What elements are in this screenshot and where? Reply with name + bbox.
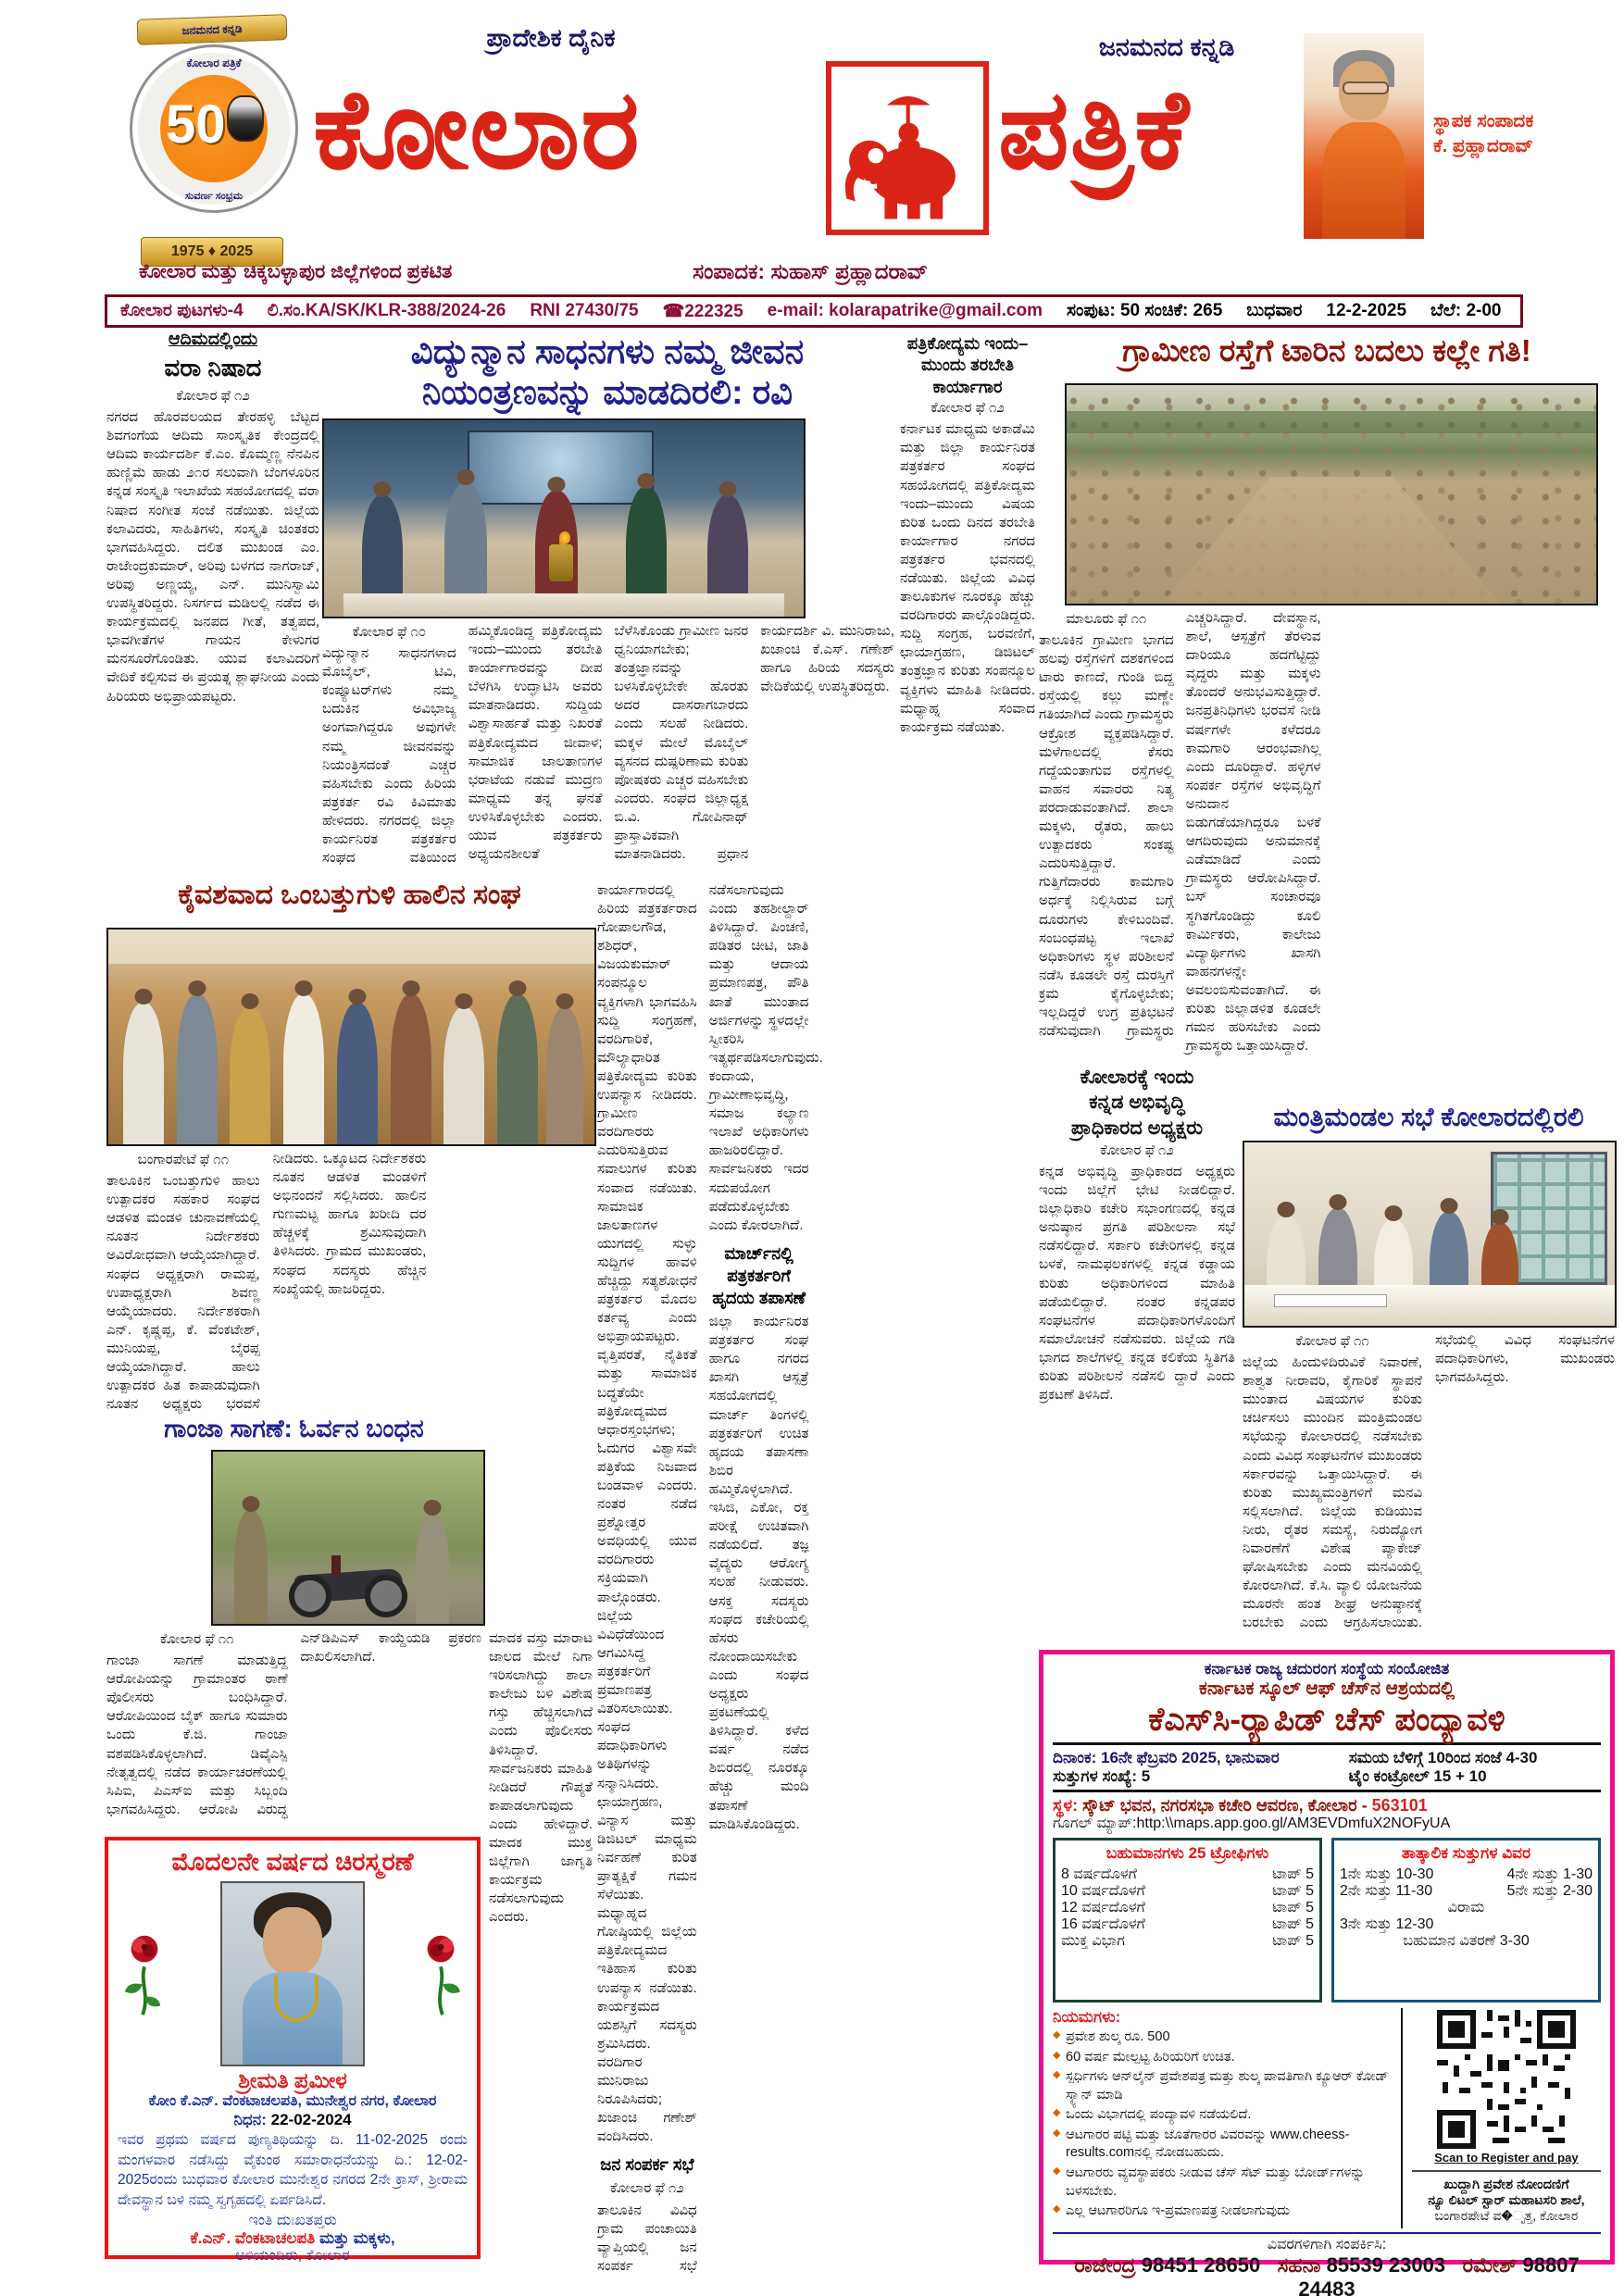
- register-line1: ಖುದ್ದಾಗಿ ಪ್ರವೇಶ ನೋಂದಣಿಗೆ: [1443, 2177, 1569, 2192]
- rose-icon: [414, 1929, 468, 2018]
- ad-schedule-title: ತಾತ್ಕಾಲಿಕ ಸುತ್ತುಗಳ ವಿವರ: [1401, 1844, 1531, 1862]
- masthead-title-word1: ಕೋಲಾರ: [313, 69, 641, 191]
- prize-val: ಟಾಪ್ 5: [1272, 1900, 1314, 1915]
- cabinet-dateline: ಕೋಲಾರ ಫೆ ೧೧: [1295, 1333, 1369, 1349]
- contact-phone: 98807 24483: [1298, 2253, 1580, 2296]
- founder-caption-line2: ಕೆ. ಪ್ರಹ್ಲಾದರಾವ್: [1433, 136, 1533, 156]
- logo-outer-ring: [130, 44, 298, 213]
- publication-line: ಕೋಲಾರ ಮತ್ತು ಚಿಕ್ಕಬಳ್ಳಾಪುರ ಜಿಲ್ಲೆಗಳಿಂದ ಪ್ರಕಟಿತ: [139, 261, 453, 282]
- road-body: [1039, 609, 1615, 1059]
- kada-headline-line2: ಕನ್ನಡ ಅಭಿವೃದ್ಧಿ: [1089, 1092, 1185, 1114]
- phone-number: ☎222325: [662, 301, 743, 321]
- ravi-continuation-text: ಕಾರ್ಯಾಗಾರದಲ್ಲಿ ಹಿರಿಯ ಪತ್ರಕರ್ತರಾದ ಗೋಪಾಲಗೌಡ, ಶಶಿಧರ್, ವಿಜಯಕುಮಾರ್ ಸಂಪನ್ಮೂಲ ವ್ಯಕ್ತಿಗಳಾಗಿ ಭಾಗವಹಿಸಿ ಸುದ್ದಿ ಸಂಗ್ರಹಣೆ, ವರದಿಗಾರಿಕೆ, ಮೌಲ್ಯಾಧಾರಿತ ಪತ್ರಿಕೋದ್ಯಮ ಕುರಿತು ಉಪನ್ಯಾಸ ನೀಡಿದರು. ಗ್ರಾಮೀಣ ವರದಿಗಾರರು ಎದುರಿಸುತ್ತಿರುವ ಸವಾಲುಗಳ ಕುರಿತು ಸಂವಾದ ನಡೆಯಿತು. ಸಾಮಾಜಿಕ ಜಾಲತಾಣಗಳ ಯುಗದಲ್ಲಿ ಸುಳ್ಳು ಸುದ್ದಿಗಳ ಹಾವಳಿ ಹೆಚ್ಚಿದ್ದು ಸತ್ಯಶೋಧನೆ ಪತ್ರಕರ್ತರ ಮೊದಲ ಕರ್ತವ್ಯ ಎಂದು ಅಭಿಪ್ರಾಯಪಟ್ಟರು. ವೃತ್ತಿಪರತೆ, ನೈತಿಕತೆ ಮತ್ತು ಸಾಮಾಜಿಕ ಬದ್ಧತೆಯೇ ಪತ್ರಿಕೋದ್ಯಮದ ಆಧಾರಸ್ತಂಭಗಳು; ಓದುಗರ ವಿಶ್ವಾಸವೇ ಪತ್ರಿಕೆಯ ನಿಜವಾದ ಬಂಡವಾಳ ಎಂದರು. ನಂತರ ನಡೆದ ಪ್ರಶ್ನೋತ್ತರ ಅವಧಿಯಲ್ಲಿ ಯುವ ವರದಿಗಾರರು ಸಕ್ರಿಯವಾಗಿ ಪಾಲ್ಗೊಂಡರು. ಜಿಲ್ಲೆಯ ವಿವಿಧೆಡೆಯಿಂದ ಆಗಮಿಸಿದ್ದ ಪತ್ರಕರ್ತರಿಗೆ ಪ್ರಮಾಣಪತ್ರ ವಿತರಿಸಲಾಯಿತು. ಸಂಘದ ಪದಾಧಿಕಾರಿಗಳು ಅತಿಥಿಗಳನ್ನು ಸನ್ಮಾನಿಸಿದರು. ಛಾಯಾಗ್ರಹಣ, ವಿನ್ಯಾಸ ಮತ್ತು ಡಿಜಿಟಲ್ ಮಾಧ್ಯಮ ನಿರ್ವಹಣೆ ಕುರಿತ ಪ್ರಾತ್ಯಕ್ಷಿಕೆ ಗಮನ ಸೆಳೆಯಿತು. ಮಧ್ಯಾಹ್ನದ ಗೋಷ್ಠಿಯಲ್ಲಿ ಜಿಲ್ಲೆಯ ಪತ್ರಿಕೋದ್ಯಮದ ಇತಿಹಾಸ ಕುರಿತು ಉಪನ್ಯಾಸ ನಡೆಯಿತು. ಕಾರ್ಯಕ್ರಮದ ಯಶಸ್ಸಿಗೆ ಸದಸ್ಯರು ಶ್ರಮಿಸಿದರು. ವರದಿಗಾರ ಮುನಿರಾಜು ನಿರೂಪಿಸಿದರು; ಖಜಾಂಚಿ ಗಣೇಶ್ ವಂದಿಸಿದರು.: [597, 882, 697, 2145]
- road-headline: ಗ್ರಾಮೀಣ ರಸ್ತೆಗೆ ಟಾರಿನ ಬದಲು ಕಲ್ಲೇ ಗತಿ!: [1122, 333, 1531, 368]
- rule-item: ◆ ಆಟಗಾರರ ಪಟ್ಟಿ ಮತ್ತು ಜೊತೆಗಾರರ ವಿವರವನ್ನು www.cheess-results.comನಲ್ಲಿ ನೋಡಬಹುದು.: [1053, 2127, 1393, 2163]
- adima-body: ನಗರದ ಹೊರವಲಯದ ತೇರಹಳ್ಳಿ ಬೆಟ್ಟದ ಶಿವಗಂಗೆಯ ಆದಿಮ ಸಾಂಸ್ಕೃತಿಕ ಕೇಂದ್ರದಲ್ಲಿ ಆದಿಮ ಕಾರ್ಯದರ್ಶಿ ಕೆ.ಎಂ. ಕೊಮ್ಮಣ್ಣ ನೆನಪಿನ ಹುಣ್ಣಿಮೆ ಹಾಡು ೨೧ರ ಸಲುವಾಗಿ ಬೆಂಗಳೂರಿನ ಕನ್ನಡ ಸಂಸ್ಕೃತಿ ಇಲಾಖೆಯ ಸಹಯೋಗದಲ್ಲಿ ವರಾ ನಿಷಾದ ಸಂಗೀತ ಸಂಜೆ ನಡೆಯಿತು. ಜಿಲ್ಲೆಯ ಕಲಾವಿದರು, ಸಾಹಿತಿಗಳು, ಸಂಸ್ಕೃತಿ ಚಿಂತಕರು ಭಾಗವಹಿಸಿದ್ದರು. ದಲಿತ ಮುಖಂಡ ಎಂ. ರಾಜೇಂದ್ರಕುಮಾರ್, ಅರಿವು ಬಳಗದ ನಾಗರಾಜ್, ಅರಿವು ಅಣ್ಣಯ್ಯ, ಎನ್. ಮುನಿಸ್ವಾಮಿ ಉಪಸ್ಥಿತರಿದ್ದರು. ನಿಸರ್ಗದ ಮಡಿಲಲ್ಲಿ ನಡೆದ ಈ ಕಾರ್ಯಕ್ರಮದಲ್ಲಿ ಜನಪದ ಗೀತೆ, ತತ್ವಪದ, ಭಾವಗೀತೆಗಳ ಗಾಯನ ಕೇಳುಗರ ಮನಸೂರೆಗೊಂಡಿತು. ಯುವ ಕಲಾವಿದರಿಗೆ ವೇದಿಕೆ ಕಲ್ಪಿಸುವ ಈ ಪ್ರಯತ್ನ ಶ್ಲಾಘನೀಯ ಎಂದು ಹಿರಿಯರು ಅಭಿಪ್ರಾಯಪಟ್ಟರು.: [106, 409, 319, 705]
- heart-checkup-body-text: ಜಿಲ್ಲಾ ಕಾರ್ಯನಿರತ ಪತ್ರಕರ್ತರ ಸಂಘ ಹಾಗೂ ನಗರದ ಖಾಸಗಿ ಆಸ್ಪತ್ರೆ ಸಹಯೋಗದಲ್ಲಿ ಮಾರ್ಚ್ ತಿಂಗಳಲ್ಲಿ ಪತ್ರಕರ್ತರಿಗೆ ಉಚಿತ ಹೃದಯ ತಪಾಸಣಾ ಶಿಬಿರ ಹಮ್ಮಿಕೊಳ್ಳಲಾಗಿದೆ. ಇಸಿಜಿ, ಎಕೋ, ರಕ್ತ ಪರೀಕ್ಷೆ ಉಚಿತವಾಗಿ ನಡೆಯಲಿದೆ. ತಜ್ಞ ವೈದ್ಯರು ಆರೋಗ್ಯ ಸಲಹೆ ನೀಡುವರು. ಆಸಕ್ತ ಸದಸ್ಯರು ಸಂಘದ ಕಚೇರಿಯಲ್ಲಿ ಹೆಸರು ನೋಂದಾಯಿಸಬೇಕು ಎಂದು ಸಂಘದ ಅಧ್ಯಕ್ಷರು ಪ್ರಕಟಣೆಯಲ್ಲಿ ತಿಳಿಸಿದ್ದಾರೆ. ಕಳೆದ ವರ್ಷ ನಡೆದ ಶಿಬಿರದಲ್ಲಿ ನೂರಕ್ಕೂ ಹೆಚ್ಚು ಮಂದಿ ತಪಾಸಣೆ ಮಾಡಿಸಿಕೊಂಡಿದ್ದರು.: [708, 1314, 809, 1832]
- masthead-title-word2: ಪತ್ರಿಕೆ: [998, 69, 1190, 191]
- ad-venue-pin: 563101: [1371, 1796, 1428, 1815]
- ad-prizes-box: [1053, 1838, 1322, 2003]
- qr-code: [1437, 2010, 1576, 2149]
- rule-item: ◆ 60 ವರ್ಷ ಮೇಲ್ಪಟ್ಟ ಹಿರಿಯರಿಗೆ ಉಚಿತ.: [1053, 2049, 1393, 2067]
- jansampark-dateline: ಕೋಲಾರ ಫೆ ೧೨: [610, 2180, 684, 2197]
- adima-dateline: ಕೋಲಾರ ಫೆ ೧೨: [176, 388, 250, 404]
- rule-item: ◆ ಎಲ್ಲ ಆಟಗಾರರಿಗೂ ಇ-ಪ್ರಮಾಣಪತ್ರ ನೀಡಲಾಗುವುದು: [1053, 2202, 1393, 2221]
- ad-org-line2: ಕರ್ನಾಟಕ ಸ್ಕೂಲ್ ಆಫ್ ಚೆಸ್‌ನ ಆಶ್ರಯದಲ್ಲಿ: [1198, 1678, 1455, 1699]
- obituary-name: ಶ್ರೀಮತಿ ಪ್ರಮೀಳ: [238, 2068, 347, 2092]
- ad-rules-title: ನಿಯಮಗಳು:: [1053, 2008, 1121, 2026]
- road-body-text: ತಾಲೂಕಿನ ಗ್ರಾಮೀಣ ಭಾಗದ ಹಲವು ರಸ್ತೆಗಳಿಗೆ ದಶಕಗಳಿಂದ ಟಾರು ಕಾಣದೆ, ಗುಂಡಿ ಬಿದ್ದ ರಸ್ತೆಯಲ್ಲಿ ಕಲ್ಲು ಮಣ್ಣೇ ಗತಿಯಾಗಿದೆ ಎಂದು ಗ್ರಾಮಸ್ಥರು ಆಕ್ರೋಶ ವ್ಯಕ್ತಪಡಿಸಿದ್ದಾರೆ. ಮಳೆಗಾಲದಲ್ಲಿ ಕೆಸರು ಗದ್ದೆಯಂತಾಗುವ ರಸ್ತೆಗಳಲ್ಲಿ ವಾಹನ ಸವಾರರು ನಿತ್ಯ ಪರದಾಡುವಂತಾಗಿದೆ. ಶಾಲಾ ಮಕ್ಕಳು, ರೈತರು, ಹಾಲು ಉತ್ಪಾದಕರು ಸಂಕಷ್ಟ ಎದುರಿಸುತ್ತಿದ್ದಾರೆ. ಗುತ್ತಿಗೆದಾರರು ಕಾಮಗಾರಿ ಅರ್ಧಕ್ಕೆ ನಿಲ್ಲಿಸಿರುವ ಬಗ್ಗೆ ದೂರುಗಳು ಕೇಳಿಬಂದಿವೆ. ಸಂಬಂಧಪಟ್ಟ ಇಲಾಖೆ ಅಧಿಕಾರಿಗಳು ಸ್ಥಳ ಪರಿಶೀಲನೆ ನಡೆಸಿ ಕೂಡಲೇ ರಸ್ತೆ ದುರಸ್ತಿಗೆ ಕ್ರಮ ಕೈಗೊಳ್ಳಬೇಕು; ಇಲ್ಲದಿದ್ದರೆ ಉಗ್ರ ಪ್ರತಿಭಟನೆ ನಡೆಸುವುದಾಗಿ ಗ್ರಾಮಸ್ಥರು ಎಚ್ಚರಿಸಿದ್ದಾರೆ. ದೇವಸ್ಥಾನ, ಶಾಲೆ, ಆಸ್ಪತ್ರೆಗೆ ತೆರಳುವ ದಾರಿಯೂ ಹದಗೆಟ್ಟಿದ್ದು ವೃದ್ಧರು ಮತ್ತು ಮಕ್ಕಳು ತೊಂದರೆ ಅನುಭವಿಸುತ್ತಿದ್ದಾರೆ. ಜನಪ್ರತಿನಿಧಿಗಳು ಭರವಸೆ ನೀಡಿ ವರ್ಷಗಳೇ ಕಳೆದರೂ ಕಾಮಗಾರಿ ಆರಂಭವಾಗಿಲ್ಲ ಎಂದು ದೂರಿದ್ದಾರೆ. ಹಳ್ಳಿಗಳ ಸಂಪರ್ಕ ರಸ್ತೆಗಳ ಅಭಿವೃದ್ಧಿಗೆ ಅನುದಾನ ಬಿಡುಗಡೆಯಾಗಿದ್ದರೂ ಬಳಕೆ ಆಗದಿರುವುದು ಅನುಮಾನಕ್ಕೆ ಎಡೆಮಾಡಿದೆ ಎಂದು ಗ್ರಾಮಸ್ಥರು ಆರೋಪಿಸಿದ್ದಾರೆ. ಬಸ್ ಸಂಚಾರವೂ ಸ್ಥಗಿತಗೊಂಡಿದ್ದು ಕೂಲಿ ಕಾರ್ಮಿಕರು, ಕಾಲೇಜು ವಿದ್ಯಾರ್ಥಿಗಳು ಖಾಸಗಿ ವಾಹನಗಳನ್ನೇ ಅವಲಂಬಿಸುವಂತಾಗಿದೆ. ಈ ಕುರಿತು ಜಿಲ್ಲಾಡಳಿತ ಕೂಡಲೇ ಗಮನ ಹರಿಸಬೇಕು ಎಂದು ಗ್ರಾಮಸ್ಥರು ಒತ್ತಾಯಿಸಿದ್ದಾರೆ.: [1039, 610, 1321, 1054]
- tagline-left: ಪ್ರಾದೇಶಿಕ ದೈನಿಕ: [486, 24, 616, 52]
- editor-line: ಸಂಪಾದಕ: ಸುಹಾಸ್ ಪ್ರಹ್ಲಾದರಾವ್: [692, 259, 929, 283]
- obituary-body: ಇವರ ಪ್ರಥಮ ವರ್ಷದ ಪುಣ್ಯತಿಥಿಯನ್ನು ದಿ. 11-02-2025 ರಂದು ಮಂಗಳವಾರ ನಡೆಸಿದ್ದು ವೈಕುಂಠ ಸಮಾರಾಧನೆಯನ್ನು ದಿ.: 12-02-2025ರಂದು ಬುಧವಾರ ಕೋಲಾರ ಮುನೇಶ್ವರ ನಗರದ 2ನೇ ಕ್ರಾಸ್, ಶ್ರೀರಾಮ ದೇವಸ್ಥಾನ ಬಳಿ ನಮ್ಮ ಸ್ವಗೃಹದಲ್ಲಿ ಏರ್ಪಡಿಸಿದೆ.: [118, 2132, 468, 2209]
- prize-cat: ಮುಕ್ತ ವಿಭಾಗ: [1061, 1933, 1125, 1949]
- ad-venue: ಸ್ಕೌಟ್ ಭವನ, ನಗರಸಭಾ ಕಚೇರಿ ಆವರಣ, ಕೋಲಾರ -: [1082, 1796, 1368, 1815]
- cabinet-headline: ಮಂತ್ರಿಮಂಡಲ ಸಭೆ ಕೋಲಾರದಲ್ಲಿರಲಿ: [1273, 1103, 1584, 1131]
- round-time: 5ನೇ ಸುತ್ತು 2-30: [1506, 1883, 1593, 1899]
- adima-headline: ವರಾ ನಿಷಾದ: [164, 354, 262, 381]
- ravi-dateline: ಕೋಲಾರ ಫೆ ೧೦: [352, 624, 427, 640]
- obituary-address: ಕೋಂ ಕೆ.ಎನ್. ವೆಂಕಟಾಚಲಪತಿ, ಮುನೇಶ್ವರ ನಗರ, ಕೋಲಾರ: [148, 2093, 437, 2109]
- contact-phone: 98451 28650: [1141, 2253, 1261, 2277]
- ad-date: ದಿನಾಂಕ: 16ನೇ ಫೆಬ್ರವರಿ 2025, ಭಾನುವಾರ: [1053, 1749, 1280, 1766]
- obituary-death-date: 22-02-2024: [270, 2111, 352, 2128]
- prize-cat: 12 ವರ್ಷದೊಳಗೆ: [1061, 1900, 1145, 1915]
- lamp-ceremony-photo: [322, 418, 806, 618]
- prize-distribution-time: ಬಹುಮಾನ ವಿತರಣೆ 3-30: [1403, 1933, 1530, 1949]
- jansampark-body-text: ತಾಲೂಕಿನ ವಿವಿಧ ಗ್ರಾಮ ಪಂಚಾಯಿತಿ ವ್ಯಾಪ್ತಿಯಲ್ಲಿ ಜನ ಸಂಪರ್ಕ ಸಭೆ ನಡೆಸಲಾಗುವುದು ಎಂದು ತಹಶೀಲ್ದಾರ್ ತಿಳಿಸಿದ್ದಾರೆ. ಪಿಂಚಣಿ, ಪಡಿತರ ಚೀಟಿ, ಜಾತಿ ಮತ್ತು ಆದಾಯ ಪ್ರಮಾಣಪತ್ರ, ಪೌತಿ ಖಾತೆ ಮುಂತಾದ ಅರ್ಜಿಗಳನ್ನು ಸ್ಥಳದಲ್ಲೇ ಸ್ವೀಕರಿಸಿ ಇತ್ಯರ್ಥಪಡಿಸಲಾಗುವುದು. ಕಂದಾಯ, ಗ್ರಾಮೀಣಾಭಿವೃದ್ಧಿ, ಸಮಾಜ ಕಲ್ಯಾಣ ಇಲಾಖೆ ಅಧಿಕಾರಿಗಳು ಹಾಜರಿರಲಿದ್ದಾರೆ. ಸಾರ್ವಜನಿಕರು ಇದರ ಸದುಪಯೋಗ ಪಡೆದುಕೊಳ್ಳಬೇಕು ಎಂದು ಕೋರಲಾಗಿದೆ.: [597, 882, 823, 2274]
- divider: [1053, 1742, 1601, 1745]
- ganja-dateline: ಕೋಲಾರ ಫೆ ೧೧: [159, 1631, 234, 1647]
- rule-item: ◆ ಆಟಗಾರರು ವ್ಯವಸ್ಥಾಪಕರು ನೀಡುವ ಚೆಸ್ ಸೆಟ್ ಮತ್ತು ಬೋರ್ಡ್‌ಗಳನ್ನು ಬಳಸಬೇಕು.: [1053, 2165, 1393, 2201]
- ganja-seizure-photo: [211, 1450, 485, 1626]
- logo-rim-top-text: ಕೋಲಾರ ಪತ್ರಿಕೆ: [186, 56, 242, 69]
- ad-time: ಸಮಯ ಬೆಳಿಗ್ಗೆ 10ರಿಂದ ಸಂಜೆ 4-30: [1348, 1749, 1538, 1766]
- obituary-sign1: ಇಂತಿ ದುಃಖತಪ್ತರು: [248, 2212, 337, 2228]
- rni-number: RNI 27430/75: [530, 301, 639, 320]
- contact-name: ಸಹನಾ: [1277, 2253, 1321, 2277]
- ravi-body: [322, 622, 894, 878]
- milk-body-text: ತಾಲೂಕಿನ ಒಂಬತ್ತುಗುಳಿ ಹಾಲು ಉತ್ಪಾದಕರ ಸಹಕಾರ ಸಂಘದ ಆಡಳಿತ ಮಂಡಳಿ ಚುನಾವಣೆಯಲ್ಲಿ ನೂತನ ನಿರ್ದೇಶಕರು ಅವಿರೋಧವಾಗಿ ಆಯ್ಕೆಯಾಗಿದ್ದಾರೆ. ಸಂಘದ ಅಧ್ಯಕ್ಷರಾಗಿ ರಾಮಪ್ಪ, ಉಪಾಧ್ಯಕ್ಷರಾಗಿ ಶಿವಣ್ಣ ಆಯ್ಕೆಯಾದರು. ನಿರ್ದೇಶಕರಾಗಿ ಎನ್. ಕೃಷ್ಣಪ್ಪ, ಕೆ. ವೆಂಕಟೇಶ್, ಮುನಿಯಪ್ಪ, ಬೈರಪ್ಪ ಆಯ್ಕೆಯಾಗಿದ್ದಾರೆ. ಹಾಲು ಉತ್ಪಾದಕರ ಹಿತ ಕಾಪಾಡುವುದಾಗಿ ನೂತನ ಅಧ್ಯಕ್ಷರು ಭರವಸೆ ನೀಡಿದರು. ಒಕ್ಕೂಟದ ನಿರ್ದೇಶಕರು ನೂತನ ಆಡಳಿತ ಮಂಡಳಿಗೆ ಅಭಿನಂದನೆ ಸಲ್ಲಿಸಿದರು. ಹಾಲಿನ ಗುಣಮಟ್ಟ ಹಾಗೂ ಖರೀದಿ ದರ ಹೆಚ್ಚಳಕ್ಕೆ ಶ್ರಮಿಸುವುದಾಗಿ ತಿಳಿಸಿದರು. ಗ್ರಾಮದ ಮುಖಂಡರು, ಸಂಘದ ಸದಸ್ಯರು ಹೆಚ್ಚಿನ ಸಂಖ್ಯೆಯಲ್ಲಿ ಹಾಜರಿದ್ದರು.: [106, 1151, 427, 1413]
- round-time: 2ನೇ ಸುತ್ತು 11-30: [1340, 1883, 1433, 1899]
- ad-prizes-title: ಬಹುಮಾನಗಳು 25 ಟ್ರೋಫಿಗಳು: [1106, 1844, 1269, 1862]
- workshop-body: ಕರ್ನಾಟಕ ಮಾಧ್ಯಮ ಅಕಾಡೆಮಿ ಮತ್ತು ಜಿಲ್ಲಾ ಕಾರ್ಯನಿರತ ಪತ್ರಕರ್ತರ ಸಂಘದ ಸಹಯೋಗದಲ್ಲಿ ಪತ್ರಿಕೋದ್ಯಮ ಇಂದು–ಮುಂದು ವಿಷಯ ಕುರಿತ ಒಂದು ದಿನದ ತರಬೇತಿ ಕಾರ್ಯಾಗಾರ ನಗರದ ಪತ್ರಕರ್ತರ ಭವನದಲ್ಲಿ ನಡೆಯಿತು. ಜಿಲ್ಲೆಯ ವಿವಿಧ ತಾಲೂಕುಗಳ ನೂರಕ್ಕೂ ಹೆಚ್ಚು ವರದಿಗಾರರು ಪಾಲ್ಗೊಂಡಿದ್ದರು. ಸುದ್ದಿ ಸಂಗ್ರಹ, ಬರವಣಿಗೆ, ಛಾಯಾಗ್ರಹಣ, ಡಿಜಿಟಲ್ ತಂತ್ರಜ್ಞಾನ ಕುರಿತು ಸಂಪನ್ಮೂಲ ವ್ಯಕ್ತಿಗಳು ಮಾಹಿತಿ ನೀಡಿದರು. ಮಧ್ಯಾಹ್ನ ಸಂವಾದ ಕಾರ್ಯಕ್ರಮ ನಡೆಯಿತು.: [900, 421, 1035, 735]
- weekday: ಬುಧವಾರ: [1246, 301, 1303, 320]
- round-time: 3ನೇ ಸುತ್ತು 12-30: [1340, 1916, 1434, 1932]
- tagline-right: ಜನಮನದ ಕನ್ನಡಿ: [1098, 33, 1235, 61]
- obituary-sign3: ಅಳಿಯಂದಿರು, ಕೋಲಾರ: [235, 2247, 350, 2264]
- license-number: ಲಿ.ಸಂ.KA/SK/KLR-388/2024-26: [267, 301, 506, 320]
- kada-headline: [1039, 1065, 1235, 1141]
- ad-rounds: ಸುತ್ತುಗಳ ಸಂಖ್ಯೆ: 5: [1053, 1767, 1151, 1785]
- elephant-icon: [831, 67, 983, 230]
- kada-body: ಕನ್ನಡ ಅಭಿವೃದ್ಧಿ ಪ್ರಾಧಿಕಾರದ ಅಧ್ಯಕ್ಷರು ಇಂದು ಜಿಲ್ಲೆಗೆ ಭೇಟಿ ನೀಡಲಿದ್ದಾರೆ. ಜಿಲ್ಲಾಧಿಕಾರಿ ಕಚೇರಿ ಸಭಾಂಗಣದಲ್ಲಿ ಕನ್ನಡ ಅನುಷ್ಠಾನ ಪ್ರಗತಿ ಪರಿಶೀಲನಾ ಸಭೆ ನಡೆಸಲಿದ್ದಾರೆ. ಸರ್ಕಾರಿ ಕಚೇರಿಗಳಲ್ಲಿ ಕನ್ನಡ ಬಳಕೆ, ನಾಮಫಲಕಗಳಲ್ಲಿ ಕನ್ನಡ ಕಡ್ಡಾಯ ಕುರಿತು ಅಧಿಕಾರಿಗಳಿಂದ ಮಾಹಿತಿ ಪಡೆಯಲಿದ್ದಾರೆ. ನಂತರ ಕನ್ನಡಪರ ಸಂಘಟನೆಗಳ ಪದಾಧಿಕಾರಿಗಳೊಂದಿಗೆ ಸಮಾಲೋಚನೆ ನಡೆಸುವರು. ಜಿಲ್ಲೆಯ ಗಡಿ ಭಾಗದ ಶಾಲೆಗಳಲ್ಲಿ ಕನ್ನಡ ಕಲಿಕೆಯ ಸ್ಥಿತಿಗತಿ ಕುರಿತು ಪರಿಶೀಲನೆ ನಡೆಸಲಿ ದ್ದಾರೆ ಎಂದು ಪ್ರಕಟಣೆ ತಿಳಿಸಿದೆ.: [1039, 1163, 1235, 1404]
- email-address[interactable]: e-mail: kolarapatrike@gmail.com: [767, 301, 1043, 320]
- ravi-headline-line2: ನಿಯಂತ್ರಣವನ್ನು ಮಾಡದಿರಲಿ: ರವಿ: [421, 372, 793, 411]
- register-line3: ಬಂಗಾರಪೇಟೆ ವ�ೃತ್ತ, ಕೋಲಾರ: [1434, 2208, 1579, 2223]
- rule-item: ◆ ಒಂದು ವಿಭಾಗದಲ್ಲಿ ಪಂದ್ಯಾವಳಿ ನಡೆಯಲಿದೆ.: [1053, 2106, 1393, 2125]
- milk-society-group-photo: [106, 928, 596, 1146]
- cabinet-body: [1243, 1331, 1615, 1637]
- logo-rim-bottom-text: ಸುವರ್ಣ ಸಂಭ್ರಮ: [184, 191, 244, 202]
- kada-headline-line1: ಕೋಲಾರಕ್ಕೆ ಇಂದು: [1080, 1067, 1194, 1088]
- prize-cat: 10 ವರ್ಷದೊಳಗೆ: [1061, 1883, 1145, 1899]
- article-kada: [1039, 1065, 1235, 1637]
- obituary-title: ಮೊದಲನೇ ವರ್ಷದ ಚಿರಸ್ಮರಣೆ: [171, 1848, 414, 1876]
- ad-title: ಕೆಎಸ್‌ಸಿ-ರ‍್ಯಾಪಿಡ್ ಚೆಸ್ ಪಂದ್ಯಾವಳಿ: [1148, 1702, 1505, 1738]
- prize-val: ಟಾಪ್ 5: [1272, 1933, 1314, 1949]
- logo-ribbon-top-label: ಜನಮನದ ಕನ್ನಡಿ: [181, 21, 243, 37]
- edition-label: ಕೋಲಾರ ಪುಟಗಳು-4: [120, 301, 244, 320]
- ad-org-line1: ಕರ್ನಾಟಕ ರಾಜ್ಯ ಚದುರಂಗ ಸಂಸ್ಥೆಯ ಸಂಯೋಜಿತ: [1204, 1660, 1450, 1678]
- milk-headline: ಕೈವಶವಾದ ಒಂಬತ್ತುಗುಳಿ ಹಾಲಿನ ಸಂಘ: [178, 880, 521, 910]
- founder-caption: [1433, 109, 1618, 159]
- ganja-body-text: ಗಾಂಜಾ ಸಾಗಣೆ ಮಾಡುತ್ತಿದ್ದ ಆರೋಪಿಯನ್ನು ಗ್ರಾಮಾಂತರ ಠಾಣೆ ಪೊಲೀಸರು ಬಂಧಿಸಿದ್ದಾರೆ. ಆರೋಪಿಯಿಂದ ಬೈಕ್ ಹಾಗೂ ಸುಮಾರು ಒಂದು ಕೆ.ಜಿ. ಗಾಂಜಾ ವಶಪಡಿಸಿಕೊಳ್ಳಲಾಗಿದೆ. ಡಿವೈಎಸ್ಪಿ ನೇತೃತ್ವದಲ್ಲಿ ನಡೆದ ಕಾರ್ಯಾಚರಣೆಯಲ್ಲಿ ಸಿಪಿಐ, ಪಿಎಸ್ಐ ಮತ್ತು ಸಿಬ್ಬಂದಿ ಭಾಗವಹಿಸಿದ್ದರು. ಆರೋಪಿ ವಿರುದ್ಧ ಎನ್‌ಡಿಪಿಎಸ್ ಕಾಯ್ದೆಯಡಿ ಪ್ರಕರಣ ದಾಖಲಿಸಲಾಗಿದೆ.: [106, 1630, 481, 1817]
- article-workshop: [900, 333, 1035, 878]
- obituary-box: [105, 1837, 481, 2264]
- milk-dateline: ಬಂಗಾರಪೇಟೆ ಫೆ ೧೧: [137, 1152, 230, 1167]
- prize-cat: 16 ವರ್ಷದೊಳಗೆ: [1061, 1916, 1145, 1932]
- article-adima: [106, 330, 319, 880]
- kada-dateline: ಕೋಲಾರ ಫೆ ೧೨: [1100, 1142, 1174, 1158]
- ganja-headline: ಗಾಂಜಾ ಸಾಗಣೆ: ಓರ್ವನ ಬಂಧನ: [164, 1415, 424, 1442]
- kada-headline-line3: ಪ್ರಾಧಿಕಾರದ ಅಧ್ಯಕ್ಷರು: [1070, 1117, 1204, 1139]
- round-break: ವಿರಾಮ: [1447, 1900, 1485, 1915]
- prize-val: ಟಾಪ್ 5: [1272, 1866, 1314, 1882]
- founder-portrait: [1304, 33, 1424, 239]
- ad-venue-label: ಸ್ಥಳ:: [1053, 1796, 1079, 1815]
- rule-item: ◆ ಪ್ರವೇಶ ಶುಲ್ಕ ರೂ. 500: [1053, 2028, 1393, 2047]
- elephant-logo-box: [826, 61, 989, 235]
- divider: [1053, 1790, 1601, 1792]
- adima-kicker: ಆದಿಮದಲ್ಲಿಂದು: [168, 330, 258, 349]
- round-time: 1ನೇ ಸುತ್ತು 10-30: [1340, 1866, 1434, 1882]
- rule-item: ◆ ಸ್ಪರ್ಧಿಗಳು ಆನ್‌ಲೈನ್ ಪ್ರವೇಶಪತ್ರ ಮತ್ತು ಶುಲ್ಕ ಪಾವತಿಗಾಗಿ ಕ್ಯೂಆರ್ ಕೋಡ್ ಸ್ಕ್ಯಾನ್ ಮಾಡಿ: [1053, 2068, 1393, 2104]
- ad-time-control: ಟೈಂ ಕಂಟ್ರೋಲ್ 15 + 10: [1348, 1767, 1487, 1785]
- rose-icon: [118, 1929, 171, 2018]
- price: ಬೆಲೆ: 2-00: [1430, 301, 1502, 320]
- contact-name: ರಮೇಶ್: [1462, 2253, 1518, 2277]
- logo-years-label: 1975 ♦ 2025: [170, 243, 254, 259]
- founder-caption-line1: ಸ್ಥಾಪಕ ಸಂಪಾದಕ: [1433, 111, 1534, 131]
- ad-schedule-box: [1331, 1838, 1601, 2003]
- contact-name: ರಾಜೇಂದ್ರ: [1074, 2253, 1136, 2277]
- jansampark-headline: ಜನ ಸಂಪರ್ಕ ಸಭೆ: [600, 2155, 694, 2175]
- prize-val: ಟಾಪ್ 5: [1272, 1916, 1314, 1932]
- qr-caption: Scan to Register and pay: [1434, 2151, 1579, 2165]
- logo-inner-circle: [160, 75, 268, 182]
- cabinet-meeting-photo: [1243, 1141, 1617, 1328]
- prize-cat: 8 ವರ್ಷದೊಳಗೆ: [1061, 1866, 1137, 1882]
- ganja-continuation-text: ಮಾದಕ ವಸ್ತು ಮಾರಾಟ ಜಾಲದ ಮೇಲೆ ನಿಗಾ ಇರಿಸಲಾಗಿದ್ದು ಶಾಲಾ ಕಾಲೇಜು ಬಳಿ ವಿಶೇಷ ಗಸ್ತು ಹೆಚ್ಚಿಸಲಾಗಿದೆ ಎಂದು ಪೊಲೀಸರು ತಿಳಿಸಿದ್ದಾರೆ. ಸಾರ್ವಜನಿಕರು ಮಾಹಿತಿ ನೀಡಿದರೆ ಗೌಪ್ಯತೆ ಕಾಪಾಡಲಾಗುವುದು ಎಂದು ಹೇಳಿದ್ದಾರೆ. ಮಾದಕ ಮುಕ್ತ ಜಿಲ್ಲೆಗಾಗಿ ಜಾಗೃತಿ ಕಾರ್ಯಕ್ರಮ ನಡೆಸಲಾಗುವುದು ಎಂದರು.: [489, 1630, 593, 1926]
- workshop-headline: ಪತ್ರಿಕೋದ್ಯಮ ಇಂದು–ಮುಂದು ತರಬೇತಿ ಕಾರ್ಯಾಗಾರ: [906, 334, 1029, 396]
- road-dateline: ಮಾಲೂರು ಫೆ ೧೧: [1066, 611, 1147, 627]
- logo-number-50: 50: [166, 94, 226, 155]
- ravi-headline-line1: ವಿದ್ಯುನ್ಮಾನ ಸಾಧನಗಳು ನಮ್ಮ ಜೀವನ: [410, 332, 805, 370]
- ravi-headline: [322, 331, 893, 412]
- obituary-death-label: ನಿಧನ:: [233, 2111, 267, 2128]
- volume-issue: ಸಂಪುಟ: 50 ಸಂಚಿಕೆ: 265: [1066, 301, 1223, 320]
- issue-info-bar: [105, 294, 1523, 328]
- ad-map-link[interactable]: ಗೂಗಲ್ ಮ್ಯಾಪ್:http:\\maps.app.goo.gl/AM3EVDmfuX2NOFyUA: [1053, 1816, 1451, 1831]
- prize-val: ಟಾಪ್ 5: [1272, 1883, 1314, 1899]
- ganja-continuation-column: [489, 1629, 593, 2276]
- logo-ribbon-top: [137, 14, 288, 45]
- obituary-sign2-rest: ಮತ್ತು ಮಕ್ಕಳು,: [319, 2228, 395, 2247]
- masthead-header: [0, 0, 1624, 292]
- cabinet-body-text: ಜಿಲ್ಲೆಯ ಹಿಂದುಳಿದಿರುವಿಕೆ ನಿವಾರಣೆ, ಶಾಶ್ವತ ನೀರಾವರಿ, ಕೈಗಾರಿಕೆ ಸ್ಥಾಪನೆ ಮುಂತಾದ ವಿಷಯಗಳ ಕುರಿತು ಚರ್ಚಿಸಲು ಮುಂದಿನ ಮಂತ್ರಿಮಂಡಲ ಸಭೆಯನ್ನು ಕೋಲಾರದಲ್ಲಿ ನಡೆಸಬೇಕು ಎಂದು ವಿವಿಧ ಸಂಘಟನೆಗಳ ಮುಖಂಡರು ಸರ್ಕಾರವನ್ನು ಒತ್ತಾಯಿಸಿದ್ದಾರೆ. ಈ ಕುರಿತು ಮುಖ್ಯಮಂತ್ರಿಗಳಿಗೆ ಮನವಿ ಸಲ್ಲಿಸಲಾಗಿದೆ. ಜಿಲ್ಲೆಯ ಕುಡಿಯುವ ನೀರು, ರೈತರ ಸಮಸ್ಯೆ, ನಿರುದ್ಯೋಗ ನಿವಾರಣೆಗೆ ವಿಶೇಷ ಪ್ಯಾಕೇಜ್ ಘೋಷಿಸಬೇಕು ಎಂದು ಮನವಿಯಲ್ಲಿ ಕೋರಲಾಗಿದೆ. ಕೆ.ಸಿ. ವ್ಯಾಲಿ ಯೋಜನೆಯ ಮೂರನೇ ಹಂತ ಶೀಘ್ರ ಅನುಷ್ಠಾನಕ್ಕೆ ಬರಬೇಕು ಎಂದು ಆಗ್ರಹಿಸಲಾಯಿತು. ಸಭೆಯಲ್ಲಿ ವಿವಿಧ ಸಂಘಟನೆಗಳ ಪದಾಧಿಕಾರಿಗಳು, ಮುಖಂಡರು ಭಾಗವಹಿಸಿದ್ದರು.: [1243, 1332, 1615, 1631]
- issue-date: 12-2-2025: [1326, 301, 1407, 320]
- contact-phone: 85539 23003: [1326, 2253, 1446, 2277]
- milk-body: [106, 1150, 593, 1415]
- workshop-dateline: ಕೋಲಾರ ಫೆ ೧೨: [931, 400, 1005, 417]
- logo-portrait: [227, 95, 264, 142]
- chess-ad: [1039, 1650, 1615, 2296]
- road-photo: [1065, 383, 1598, 605]
- heart-checkup-headline: ಮಾರ್ಚ್‌ನಲ್ಲಿ ಪತ್ರಕರ್ತರಿಗೆ ಹೃದಯ ತಪಾಸಣೆ: [712, 1243, 806, 1307]
- register-line2: ನ್ಯೂ ಲಿಟಲ್ ಸ್ಟಾರ್ ಮಹಾಟಸರಿ ಶಾಲೆ,: [1428, 2192, 1585, 2207]
- ganja-body: [106, 1629, 481, 1826]
- round-time: 4ನೇ ಸುತ್ತು 1-30: [1506, 1866, 1593, 1882]
- center-continuation-columns: [597, 881, 1032, 2276]
- ad-contact-label: ವಿವರಗಳಿಗಾಗಿ ಸಂಪರ್ಕಿಸಿ:: [1267, 2237, 1387, 2252]
- ravi-body-text: ವಿದ್ಯುನ್ಮಾನ ಸಾಧನಗಳಾದ ಮೊಬೈಲ್, ಟಿವಿ, ಕಂಪ್ಯೂಟರ್‌ಗಳು ನಮ್ಮ ಬದುಕಿನ ಅವಿಭಾಜ್ಯ ಅಂಗವಾಗಿದ್ದರೂ ಅವುಗಳೇ ನಮ್ಮ ಜೀವನವನ್ನು ನಿಯಂತ್ರಿಸದಂತೆ ಎಚ್ಚರ ವಹಿಸಬೇಕು ಎಂದು ಹಿರಿಯ ಪತ್ರಕರ್ತ ರವಿ ಕಿವಿಮಾತು ಹೇಳಿದರು. ನಗರದಲ್ಲಿ ಜಿಲ್ಲಾ ಕಾರ್ಯನಿರತ ಪತ್ರಕರ್ತರ ಸಂಘದ ವತಿಯಿಂದ ಹಮ್ಮಿಕೊಂಡಿದ್ದ ಪತ್ರಿಕೋದ್ಯಮ ಇಂದು–ಮುಂದು ತರಬೇತಿ ಕಾರ್ಯಾಗಾರವನ್ನು ದೀಪ ಬೆಳಗಿಸಿ ಉದ್ಘಾಟಿಸಿ ಅವರು ಮಾತನಾಡಿದರು. ಸುದ್ದಿಯ ವಿಶ್ವಾಸಾರ್ಹತೆ ಮತ್ತು ನಿಖರತೆ ಪತ್ರಿಕೋದ್ಯಮದ ಜೀವಾಳ; ಸಾಮಾಜಿಕ ಜಾಲತಾಣಗಳ ಭರಾಟೆಯ ನಡುವೆ ಮುದ್ರಣ ಮಾಧ್ಯಮ ತನ್ನ ಘನತೆ ಉಳಿಸಿಕೊಳ್ಳಬೇಕು ಎಂದರು. ಯುವ ಪತ್ರಕರ್ತರು ಅಧ್ಯಯನಶೀಲತೆ ಬೆಳೆಸಿಕೊಂಡು ಗ್ರಾಮೀಣ ಜನರ ಧ್ವನಿಯಾಗಬೇಕು; ತಂತ್ರಜ್ಞಾನವನ್ನು ಬಳಸಿಕೊಳ್ಳಬೇಕೇ ಹೊರತು ಅದರ ದಾಸರಾಗಬಾರದು ಎಂದು ಸಲಹೆ ನೀಡಿದರು. ಮಕ್ಕಳ ಮೇಲೆ ಮೊಬೈಲ್ ವ್ಯಸನದ ದುಷ್ಪರಿಣಾಮ ಕುರಿತು ಪೋಷಕರು ಎಚ್ಚರ ವಹಿಸಬೇಕು ಎಂದರು. ಸಂಘದ ಜಿಲ್ಲಾಧ್ಯಕ್ಷ ಬಿ.ವಿ. ಗೋಪಿನಾಥ್ ಪ್ರಾಸ್ತಾವಿಕವಾಗಿ ಮಾತನಾಡಿದರು. ಪ್ರಧಾನ ಕಾರ್ಯದರ್ಶಿ ವಿ. ಮುನಿರಾಜು, ಖಜಾಂಚಿ ಕೆ.ಎಸ್. ಗಣೇಶ್ ಹಾಗೂ ಹಿರಿಯ ಸದಸ್ಯರು ವೇದಿಕೆಯಲ್ಲಿ ಉಪಸ್ಥಿತರಿದ್ದರು.: [322, 623, 894, 867]
- anniversary-logo: [109, 15, 313, 285]
- obituary-sign2-name: ಕೆ.ಎನ್. ವೆಂಕಟಾಚಲಪತಿ: [190, 2228, 316, 2247]
- obituary-portrait: [220, 1881, 365, 2066]
